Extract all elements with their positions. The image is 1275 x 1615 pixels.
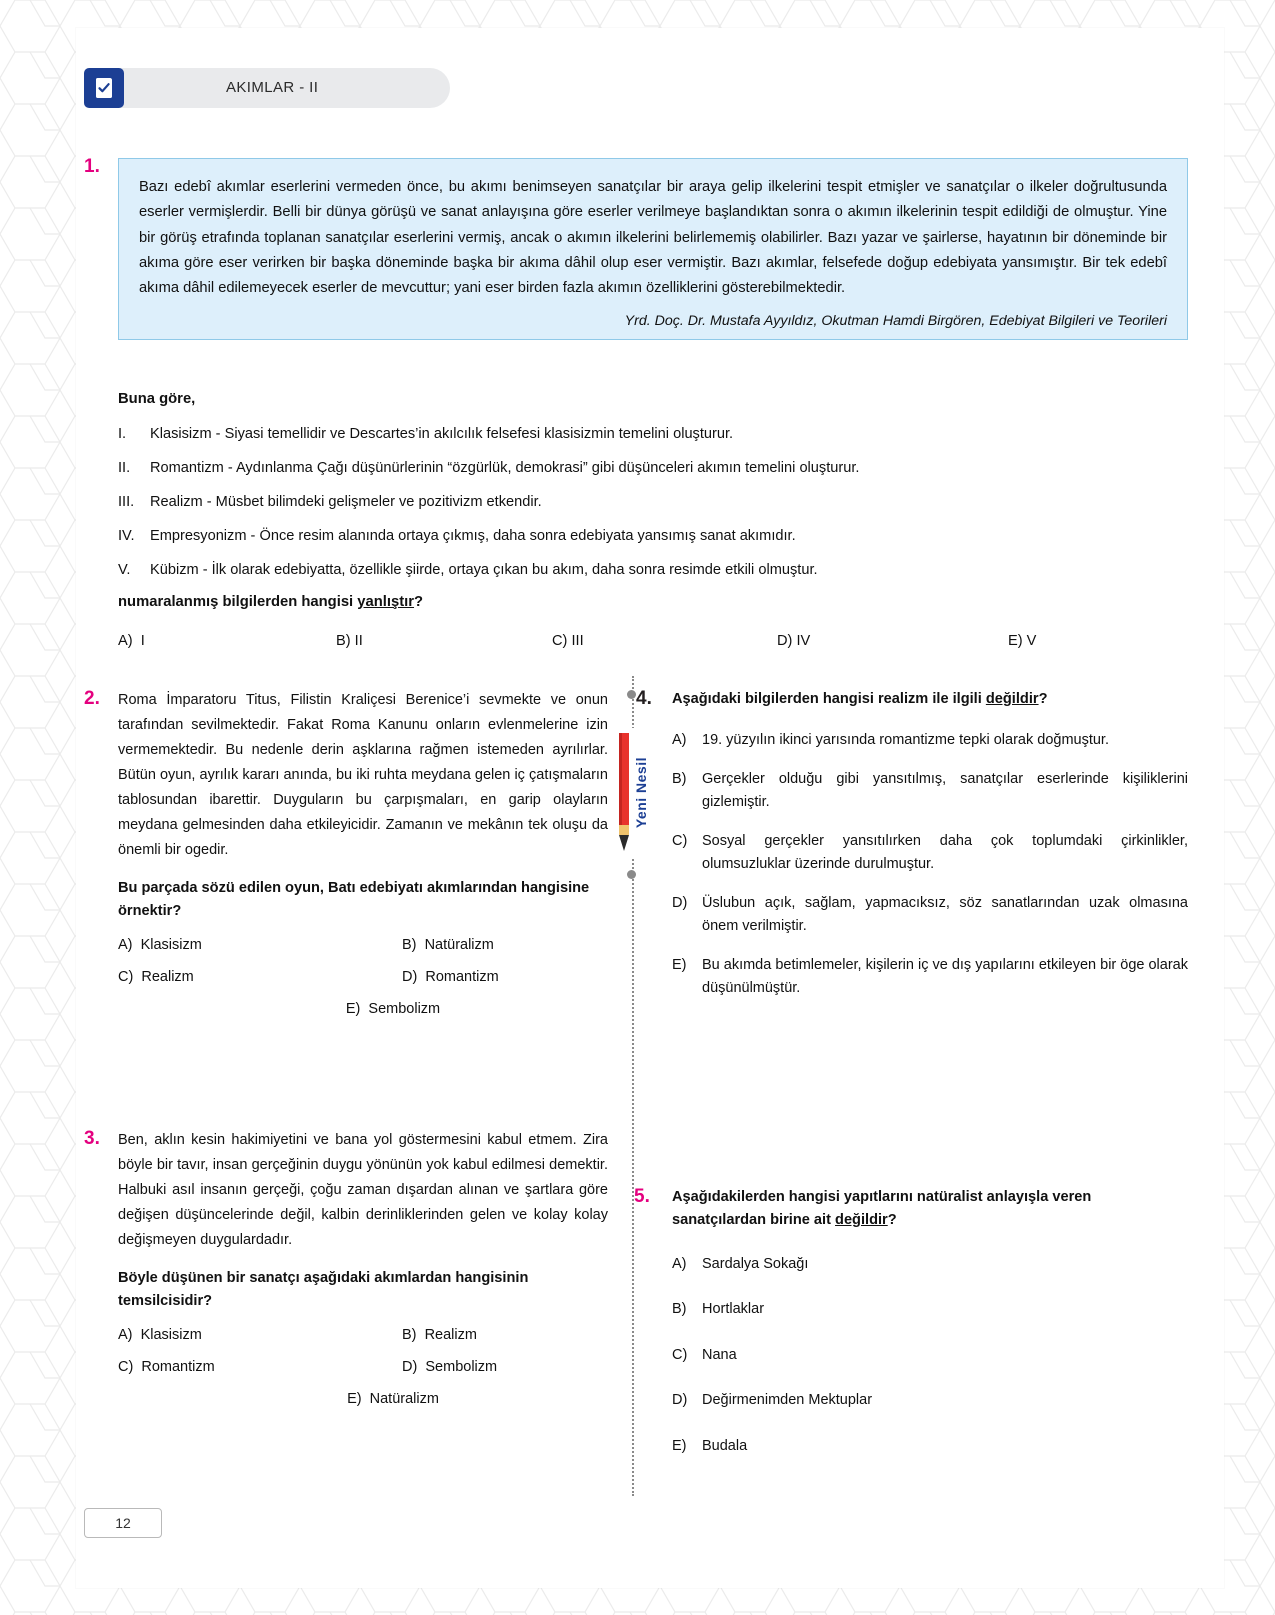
option-text: IV	[796, 633, 811, 649]
prompt-post: ?	[1038, 691, 1048, 707]
brand-label: Yeni Nesil	[633, 757, 649, 829]
item-text: Empresyonizm - Önce resim alanında ortaya çıkmış, daha sonra edebiyata yansımış sanat akımıdır.	[150, 528, 796, 544]
option-text: Klasisizm	[140, 937, 202, 954]
option-c[interactable]	[118, 1359, 215, 1375]
option-text: 19. yüzyılın ikinci yarısında romantizme tepki olarak doğmuştur.	[702, 732, 1109, 749]
option-text: Nana	[702, 1346, 737, 1363]
option-text: Değirmenimden Mektuplar	[702, 1392, 873, 1409]
option-d[interactable]	[402, 969, 499, 985]
prompt-post: ?	[887, 1212, 897, 1229]
question-2	[118, 688, 608, 1033]
option-text: III	[571, 633, 584, 649]
question-3-prompt: Böyle düşünen bir sanatçı aşağıdaki akımlardan hangisinin temsilcisidir?	[118, 1269, 529, 1310]
question-1-lead: Buna göre,	[118, 391, 196, 407]
option-text: Üslubun açık, sağlam, yapmacıksız, söz sanatlarından uzak olmasına önem verilmiştir.	[702, 894, 1188, 935]
option-key: D)	[672, 1392, 688, 1409]
brand-logo	[612, 728, 652, 858]
option-e[interactable]	[346, 1001, 440, 1017]
pencil-icon	[615, 733, 633, 853]
question-5-options	[672, 1253, 1188, 1458]
option-key: B)	[672, 1301, 687, 1318]
option-b[interactable]	[336, 633, 363, 649]
option-text: Gerçekler olduğu gibi yansıtılmış, sanatçılar eserlerinde kişiliklerini gizlemiştir.	[702, 770, 1188, 811]
option-text: Romantizm	[425, 969, 499, 986]
prompt-underlined: yanlıştır	[357, 594, 415, 610]
option-text: Realizm	[424, 1327, 477, 1344]
option-text: Natüralizm	[369, 1391, 439, 1408]
option-key: B)	[672, 770, 687, 787]
option-text: Klasisizm	[140, 1327, 202, 1344]
option-key: A)	[672, 732, 687, 749]
check-book-icon	[84, 68, 124, 108]
item-label: V.	[118, 562, 131, 578]
option-d[interactable]	[777, 633, 810, 649]
option-e[interactable]	[672, 954, 1188, 1001]
prompt-pre: Aşağıdakilerden hangisi yapıtlarını natüralist anlayışla veren sanatçılardan birine ait	[672, 1189, 1092, 1229]
item-text: Romantizm - Aydınlanma Çağı düşünürlerinin “özgürlük, demokrasi” gibi düşünceleri akımın temelini oluşturur.	[150, 460, 860, 476]
question-3	[118, 1128, 608, 1423]
option-e[interactable]	[347, 1391, 439, 1407]
option-a[interactable]	[118, 1327, 202, 1343]
option-b[interactable]	[672, 1298, 1188, 1321]
option-text: Realizm	[141, 969, 194, 986]
question-1-passage-box	[118, 158, 1188, 340]
prompt-pre: numaralanmış bilgilerden hangisi	[118, 594, 358, 610]
option-b[interactable]	[402, 1327, 477, 1343]
question-2-prompt: Bu parçada sözü edilen oyun, Batı edebiyatı akımlarından hangisine örnektir?	[118, 879, 590, 919]
option-b[interactable]	[402, 937, 494, 953]
option-e[interactable]	[672, 1435, 1188, 1458]
option-d[interactable]	[402, 1359, 497, 1375]
option-key: D)	[777, 633, 793, 649]
option-text: II	[354, 633, 363, 649]
option-c[interactable]	[118, 969, 194, 985]
option-key: B)	[402, 937, 417, 954]
option-a[interactable]	[118, 937, 202, 953]
option-text: Bu akımda betimlemeler, kişilerin iç ve dış yapılarını etkileyen bir öge olarak düşünülmüştür.	[702, 956, 1188, 997]
option-key: B)	[336, 633, 351, 649]
option-key: A)	[672, 1255, 687, 1272]
option-key: C)	[672, 1346, 688, 1363]
option-key: D)	[402, 1359, 418, 1376]
question-1-passage-source: Yrd. Doç. Dr. Mustafa Ayyıldız, Okutman Hamdi Birgören, Edebiyat Bilgileri ve Teorileri	[624, 313, 1167, 330]
option-text: V	[1026, 633, 1037, 649]
prompt-pre: Aşağıdaki bilgilerden hangisi realizm ile ilgili	[672, 691, 986, 707]
option-key: C)	[118, 969, 134, 986]
option-key: C)	[552, 633, 568, 649]
option-key: E)	[1008, 633, 1023, 649]
page-title: AKIMLAR - II	[226, 79, 319, 96]
item-text: Realizm - Müsbet bilimdeki gelişmeler ve pozitivizm etkendir.	[150, 494, 542, 510]
question-4-options	[672, 729, 1188, 1000]
divider-dot-top	[627, 690, 636, 699]
prompt-underlined: değildir	[985, 691, 1039, 707]
option-text: Natüralizm	[424, 937, 494, 954]
question-1-passage-text: Bazı edebî akımlar eserlerini vermeden önce, bu akımı benimseyen sanatçılar bir araya gelip ilkelerini tespit etmişler ve sanatçılar o ilkeler doğrultusunda eserler vermişlerdir. Belli bir dünya görüşü ve sanat anlayışına göre eserler verilmeye başlandıktan sonra o akımın ilkelerinin tespit edildiği de olmuştur. Yine bir görüş etrafında toplanan sanatçılar eserlerini vermiş, ancak o akımın ilkelerini belirlememiş olabilirler. Bazı yazar ve şairlerse, hayatının bir döneminde bir akıma göre eser verirken bir başka döneminde başka bir akıma dâhil olup eser vermiştir. Bazı akımlar, felsefede doğup edebiyata yansımıştır. Bir tek edebî akıma dâhil edilemeyecek eserler de mevcuttur; yani eser birden fazla akımın özelliklerini gösterebilmektedir.	[139, 179, 1167, 297]
option-key: B)	[402, 1327, 417, 1344]
divider-dot-bottom	[627, 870, 636, 879]
question-1-item-4	[118, 528, 1188, 544]
option-key: D)	[402, 969, 418, 986]
question-number-4: 4.	[636, 688, 652, 709]
option-a[interactable]	[118, 633, 145, 649]
prompt-post: ?	[414, 594, 424, 610]
option-key: E)	[672, 1437, 687, 1454]
option-key: E)	[672, 956, 687, 973]
question-4	[672, 688, 1188, 1016]
option-key: E)	[345, 1001, 361, 1018]
option-a[interactable]	[672, 1253, 1188, 1276]
question-1-item-1	[118, 426, 1188, 442]
option-a[interactable]	[672, 729, 1188, 752]
option-c[interactable]	[552, 633, 584, 649]
option-c[interactable]	[672, 830, 1188, 877]
question-2-options	[118, 937, 608, 1033]
option-key: D)	[672, 894, 688, 911]
document-page	[76, 28, 1224, 1588]
question-1-item-3	[118, 494, 1188, 510]
option-b[interactable]	[672, 768, 1188, 815]
option-key: A)	[118, 1327, 133, 1344]
item-text: Klasisizm - Siyasi temellidir ve Descartes’in akılcılık felsefesi klasisizmin temelini oluşturur.	[150, 426, 734, 442]
option-key: A)	[118, 633, 133, 649]
option-d[interactable]	[672, 1389, 1188, 1412]
page-header	[76, 68, 450, 108]
item-text: Kübizm - İlk olarak edebiyatta, özellikle şiirde, ortaya çıkan bu akım, daha sonra resimde etkili olmuştur.	[150, 562, 818, 578]
option-key: E)	[347, 1391, 362, 1408]
question-3-options	[118, 1327, 608, 1423]
question-1-prompt	[118, 594, 423, 610]
question-5-prompt	[672, 1186, 1188, 1233]
prompt-underlined: değildir	[835, 1212, 888, 1229]
option-key: C)	[672, 832, 688, 849]
item-label: III.	[118, 494, 135, 510]
option-text: Sardalya Sokağı	[702, 1255, 809, 1272]
question-2-passage: Roma İmparatoru Titus, Filistin Kraliçesi Berenice’i sevmekte ve onun tarafından sevilmektedir. Fakat Roma Kanunu onların evlenmelerine izin vermemektedir. Bu nedenle derin aşklarına rağmen istemeden ayrılırlar. Bütün oyun, ayrılık kararı anında, bu iki ruhta meydana gelen iç çatışmaların tablosundan ibarettir. Duyguların bu çarpışmaları, en garip olayların meydana gelmesinden daha etkileyicidir. Zamanın ve mekânın tek oluşu da önemli bir ogedir.	[118, 692, 608, 858]
option-key: C)	[118, 1359, 134, 1376]
option-text: Sosyal gerçekler yansıtılırken daha çok toplumdaki çirkinlikler, olumsuzluklar üzerinde durulmuştur.	[702, 832, 1188, 873]
option-text: Sembolizm	[368, 1001, 441, 1018]
option-e[interactable]	[1008, 633, 1036, 649]
option-c[interactable]	[672, 1344, 1188, 1367]
item-label: I.	[118, 426, 127, 442]
item-label: II.	[118, 460, 131, 476]
option-text: Romantizm	[141, 1359, 215, 1376]
item-label: IV.	[118, 528, 135, 544]
option-text: Budala	[702, 1437, 748, 1454]
question-4-prompt	[672, 688, 1188, 711]
question-5	[672, 1186, 1188, 1473]
option-text: I	[140, 633, 145, 649]
option-key: A)	[118, 937, 133, 954]
question-1-item-2	[118, 460, 1188, 476]
option-text: Hortlaklar	[702, 1301, 765, 1318]
question-number-5: 5.	[634, 1186, 650, 1207]
option-d[interactable]	[672, 892, 1188, 939]
page-number: 12	[84, 1508, 162, 1538]
question-3-passage: Ben, aklın kesin hakimiyetini ve bana yol göstermesini kabul etmem. Zira böyle bir tavır, insan gerçeğinin duygu yönünün yok kabul edilmesi demektir. Halbuki asıl insanın gerçeği, çoğu zaman dışardan alınan ve şartlara göre değişen düşüncelerinde değil, kalbin derinliklerinden gelen ve kolay kolay değişmeyen duygulardadır.	[118, 1132, 608, 1248]
question-number-3: 3.	[84, 1128, 100, 1149]
question-number-1: 1.	[84, 156, 100, 177]
option-text: Sembolizm	[425, 1359, 498, 1376]
question-number-2: 2.	[84, 688, 100, 709]
question-1-item-5	[118, 562, 1188, 578]
